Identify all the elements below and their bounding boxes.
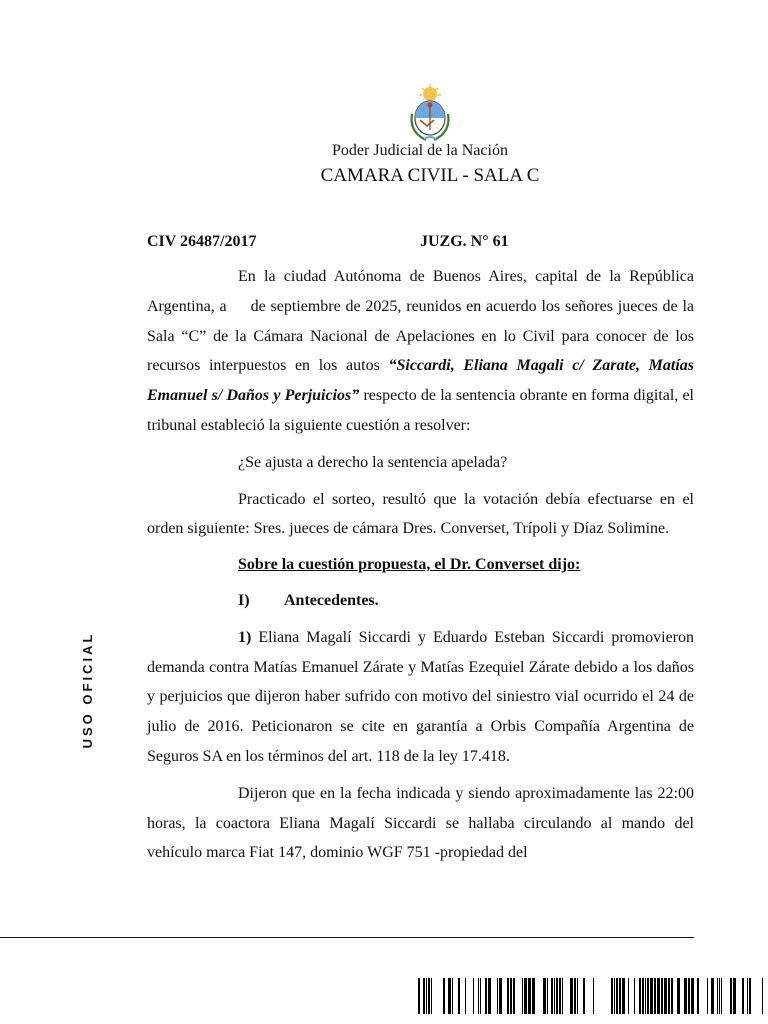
paragraph-intro: En la ciudad Autónoma de Buenos Aires, capital de la República Argentina, a de septiembre de 2025, reunidos en acuerdo los señores jueces de la Sala “C” de la Cámara Nacional de Apelaciones en lo Civil para conocer de los recursos interpuestos en los autos “Siccardi, Eliana Magali c/ Zarate, Matías Emanuel s/ Daños y Perjuicios” respecto de la sentencia obrante en forma digital, el tribunal estableció la siguiente cuestión a resolver: xyxy=(147,268,694,434)
case-number: CIV 26487/2017 xyxy=(147,233,257,250)
document-body xyxy=(147,262,694,868)
section-title: I) Antecedentes. xyxy=(238,591,379,609)
institution-name: Poder Judicial de la Nación xyxy=(332,142,508,159)
paragraph-facts: Dijeron que en la fecha indicada y siendo aproximadamente las 22:00 horas, la coactora Eliana Magalí Siccardi se hallaba circulando al mando del vehículo marca Fiat 147, dominio WGF 751 -propiedad del xyxy=(147,784,694,862)
strikethrough-line xyxy=(0,937,694,938)
section-heading: Sobre la cuestión propuesta, el Dr. Converset dijo: xyxy=(238,556,581,574)
paragraph-draw: Practicado el sorteo, resultó que la votación debía efectuarse en el orden siguiente: Sres. jueces de cámara Dres. Converset, Trípoli y Díaz Solimine. xyxy=(147,490,694,538)
court-number: JUZG. N° 61 xyxy=(420,233,509,250)
paragraph-claim: 1) Eliana Magalí Siccardi y Eduardo Esteban Siccardi promovieron demanda contra Matías Emanuel Zárate y Matías Ezequiel Zárate debido a los daños y perjuicios que dijeron haber sufrido con motivo del siniestro vial ocurrido el 24 de julio de 2016. Peticionaron se cite en garantía a Orbis Compañía Argentina de Seguros SA en los términos del art. 118 de la ley 17.418. xyxy=(147,628,694,765)
paragraph-question: ¿Se ajusta a derecho la sentencia apelada? xyxy=(238,453,508,471)
national-emblem-icon xyxy=(408,84,452,144)
chamber-name: CAMARA CIVIL - SALA C xyxy=(320,165,540,186)
barcode-icon xyxy=(418,978,768,1014)
case-caption: “Siccardi, Eliana Magali c/ Zarate, Matías Emanuel s/ Daños y Perjuicios” xyxy=(147,357,694,405)
